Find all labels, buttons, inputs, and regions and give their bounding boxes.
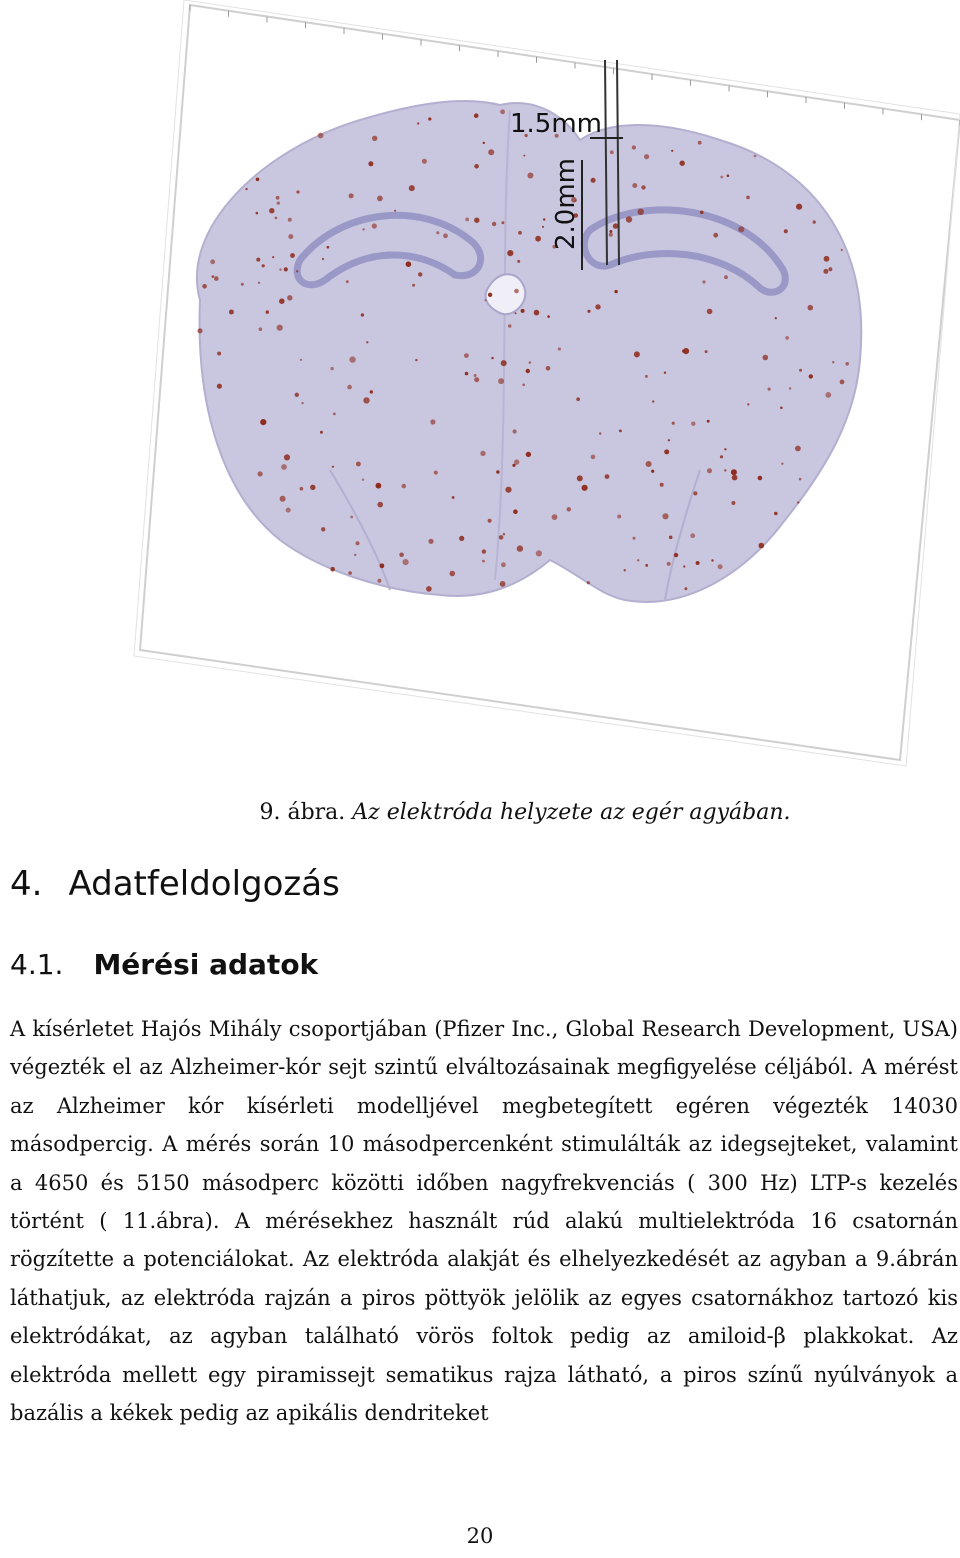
plaque-dot: [646, 461, 652, 467]
plaque-dot: [288, 234, 293, 239]
plaque-dot: [296, 190, 299, 193]
plaque-dot: [632, 183, 637, 188]
plaque-dot: [430, 419, 435, 424]
plaque-dot: [256, 212, 259, 215]
plaque-dot: [705, 350, 708, 353]
plaque-dot: [610, 150, 614, 154]
plaque-dot: [474, 377, 479, 382]
plaque-dot: [474, 113, 479, 118]
plaque-dot: [287, 295, 292, 300]
plaque-dot: [587, 581, 590, 584]
plaque-dot: [613, 223, 618, 228]
plaque-dot: [436, 231, 439, 234]
plaque-dot: [501, 562, 506, 567]
plaque-dot: [412, 284, 415, 287]
plaque-dot: [523, 155, 525, 157]
plaque-dot: [450, 571, 456, 577]
plaque-dot: [482, 549, 486, 553]
plaque-dot: [644, 154, 649, 159]
plaque-dot: [763, 355, 769, 361]
plaque-dot: [645, 375, 648, 378]
plaque-dot: [841, 249, 843, 251]
plaque-dot: [605, 474, 610, 479]
plaque-dot: [380, 563, 385, 568]
plaque-dot: [288, 218, 292, 222]
plaque-dot: [633, 537, 636, 540]
plaque-dot: [724, 448, 726, 450]
plaque-dot: [262, 264, 265, 267]
plaque-dot: [543, 218, 545, 220]
plaque-dot: [651, 470, 654, 473]
plaque-dot: [501, 360, 507, 366]
plaque-dot: [320, 431, 323, 434]
plaque-dot: [284, 454, 290, 460]
plaque-dot: [637, 559, 639, 561]
plaque-dot: [591, 178, 596, 183]
plaque-dot: [363, 228, 365, 230]
plaque-dot: [300, 487, 304, 491]
plaque-dot: [514, 289, 519, 294]
plaque-dot: [318, 133, 324, 139]
plaque-dot: [260, 419, 266, 425]
plaque-dot: [514, 459, 519, 464]
plaque-dot: [711, 559, 713, 561]
figure-caption-title: Az elektróda helyzete az egér agyában.: [352, 800, 791, 825]
plaque-dot: [217, 384, 222, 389]
plaque-dot: [394, 210, 396, 212]
plaque-dot: [428, 539, 433, 544]
plaque-dot: [212, 275, 215, 278]
plaque-dot: [784, 229, 788, 233]
plaque-dot: [346, 280, 349, 283]
plaque-dot: [731, 469, 737, 475]
plaque-dot: [402, 484, 407, 489]
plaque-dot: [669, 536, 673, 540]
plaque-dot: [279, 298, 285, 304]
plaque-dot: [363, 397, 369, 403]
plaque-dot: [718, 564, 723, 569]
plaque-dot: [465, 372, 469, 376]
plaque-dot: [269, 208, 274, 213]
plaque-dot: [459, 536, 464, 541]
plaque-dot: [361, 313, 364, 316]
plaque-dot: [508, 324, 512, 328]
plaque-dot: [266, 310, 269, 313]
plaque-dot: [529, 361, 532, 364]
plaque-dot: [295, 393, 299, 397]
body-paragraph: A kísérletet Hajós Mihály csoportjában (Pfizer Inc., Global Research Development, USA) végezték el az Alzheimer-kór sejt szintű elváltozásainak megfigyelése céljából. A mérést az Alzheimer kór kísérleti modelljével megbetegített egéren végezték 14030 másodpercig. A mérés során 10 másodpercenként stimulálták az idegsejteket, valamint a 4650 és 5150 másodperc közötti időben nagyfrekvenciás ( 300 Hz) LTP-s kezelés történt ( 11.ábra). A mérésekhez használt rúd alakú multielektróda 16 csatornán rögzítette a potenciálokat. Az elektróda alakját és elhelyezkedését az agyban a 9.ábrán láthatjuk, az elektróda rajzán a piros pöttyök jelölik az egyes csatornákhoz tartozó kis elektródákat, az agyban található vörös foltok pedig az amiloid-β plakkokat. Az elektróda mellett egy piramissejt sematikus rajza látható, a piros színű nyúlványok a bazális a kékek pedig az apikális dendriteket: [10, 1017, 958, 1426]
plaque-dot: [330, 567, 335, 572]
plaque-dot: [641, 185, 645, 189]
plaque-dot: [808, 305, 814, 311]
plaque-dot: [496, 470, 499, 473]
section-title: Adatfeldolgozás: [68, 864, 340, 904]
plaque-dot: [517, 260, 520, 263]
plaque-dot: [799, 369, 802, 372]
plaque-dot: [349, 356, 355, 362]
plaque-dot: [536, 550, 542, 556]
plaque-dot: [356, 541, 360, 545]
plaque-dot: [667, 562, 671, 566]
plaque-dot: [217, 352, 221, 356]
plaque-dot: [685, 587, 688, 590]
plaque-dot: [277, 325, 283, 331]
plaque-dot: [465, 218, 469, 222]
plaque-dot: [634, 351, 640, 357]
plaque-dot: [683, 348, 689, 354]
plaque-dot: [754, 155, 757, 158]
plaque-dot: [258, 471, 263, 476]
plaque-dot: [399, 553, 404, 558]
plaque-dot: [591, 455, 596, 460]
plaque-dot: [732, 475, 738, 481]
plaque-dot: [577, 475, 583, 481]
plaque-dot: [813, 220, 816, 223]
plaque-dot: [614, 290, 617, 293]
plaque-dot: [485, 299, 487, 301]
plaque-dot: [434, 471, 438, 475]
plaque-dot: [547, 315, 550, 318]
plaque-dot: [526, 369, 530, 373]
plaque-dot: [626, 216, 632, 222]
plaque-dot: [609, 230, 612, 233]
plaque-dot: [515, 312, 517, 314]
plaque-dot: [774, 512, 778, 516]
plaque-dot: [480, 451, 485, 456]
plaque-dot: [464, 353, 469, 358]
plaque-dot: [526, 452, 531, 457]
plaque-dot: [840, 380, 845, 385]
scale-label-vertical: 2.0mm: [551, 157, 581, 250]
plaque-dot: [542, 226, 544, 228]
plaque-dot: [354, 554, 356, 556]
plaque-dot: [417, 122, 419, 124]
plaque-dot: [795, 446, 801, 452]
brain-section-image: [80, 0, 960, 790]
plaque-dot: [587, 310, 590, 313]
plaque-dot: [210, 259, 215, 264]
plaque-dot: [377, 502, 383, 508]
plaque-dot: [567, 507, 571, 511]
plaque-dot: [214, 276, 219, 281]
plaque-dot: [356, 462, 361, 467]
plaque-dot: [507, 250, 513, 256]
plaque-dot: [546, 366, 551, 371]
brain-section-figure: [80, 0, 960, 790]
plaque-dot: [797, 501, 799, 503]
plaque-dot: [672, 422, 675, 425]
plaque-dot: [350, 516, 353, 519]
plaque-dot: [713, 233, 718, 238]
plaque-dot: [483, 142, 485, 144]
plaque-dot: [321, 527, 325, 531]
plaque-dot: [492, 222, 496, 226]
plaque-dot: [301, 402, 303, 404]
plaque-dot: [624, 569, 626, 571]
plaque-dot: [279, 269, 281, 271]
plaque-dot: [828, 267, 832, 271]
plaque-dot: [513, 429, 517, 433]
plaque-dot: [576, 397, 580, 401]
plaque-dot: [296, 270, 298, 272]
plaque-dot: [660, 483, 664, 487]
plaque-dot: [500, 109, 505, 114]
plaque-dot: [758, 476, 763, 481]
plaque-dot: [488, 519, 492, 523]
plaque-dot: [498, 378, 504, 384]
plaque-dot: [738, 226, 744, 232]
plaque-dot: [724, 469, 726, 471]
plaque-dot: [290, 253, 295, 258]
plaque-dot: [422, 159, 427, 164]
plaque-dot: [527, 173, 533, 179]
plaque-dot: [759, 543, 765, 549]
plaque-dot: [310, 485, 315, 490]
plaque-dot: [696, 561, 700, 565]
plaque-dot: [409, 185, 415, 191]
plaque-dot: [747, 403, 749, 405]
plaque-dot: [202, 284, 207, 289]
plaque-dot: [256, 258, 260, 262]
plaque-dot: [690, 533, 695, 538]
plaque-dot: [349, 193, 354, 198]
plaque-dot: [731, 501, 735, 505]
plaque-dot: [720, 176, 723, 179]
plaque-dot: [505, 487, 511, 493]
plaque-dot: [785, 336, 789, 340]
plaque-dot: [256, 178, 260, 182]
figure-caption: [0, 800, 960, 825]
plaque-dot: [845, 362, 849, 366]
plaque-dot: [452, 496, 455, 499]
plaque-dot: [662, 513, 668, 519]
plaque-dot: [632, 145, 636, 149]
plaque-dot: [727, 174, 730, 177]
plaque-dot: [595, 304, 600, 309]
plaque-dot: [558, 347, 561, 350]
plaque-dot: [229, 310, 234, 315]
plaque-dot: [488, 293, 492, 297]
plaque-dot: [720, 455, 723, 458]
plaque-dot: [552, 514, 558, 520]
section-number: 4.: [10, 864, 43, 904]
plaque-dot: [376, 483, 382, 489]
scale-label-horizontal: 1.5mm: [510, 109, 603, 139]
plaque-dot: [241, 283, 244, 286]
plaque-dot: [534, 310, 540, 316]
plaque-dot: [796, 204, 802, 210]
plaque-dot: [406, 261, 412, 267]
plaque-dot: [702, 280, 705, 283]
plaque-dot: [780, 407, 783, 410]
plaque-dot: [638, 209, 644, 215]
subsection-title: Mérési adatok: [93, 948, 319, 981]
plaque-dot: [284, 267, 288, 271]
plaque-dot: [491, 357, 493, 359]
figure-caption-label: 9. ábra.: [259, 800, 346, 825]
plaque-dot: [683, 565, 685, 567]
plaque-dot: [518, 231, 522, 235]
plaque-dot: [443, 233, 448, 238]
plaque-dot: [280, 496, 286, 502]
plaque-dot: [500, 581, 506, 587]
plaque-dot: [348, 571, 352, 575]
plaque-dot: [330, 367, 333, 370]
plaque-dot: [377, 579, 381, 583]
plaque-dot: [347, 385, 352, 390]
plaque-dot: [281, 464, 287, 470]
plaque-dot: [775, 317, 777, 319]
plaque-dot: [322, 258, 324, 260]
plaque-dot: [474, 164, 479, 169]
plaque-dot: [372, 136, 377, 141]
plaque-dot: [645, 564, 648, 567]
plaque-dot: [674, 553, 678, 557]
plaque-dot: [680, 161, 685, 166]
plaque-dot: [823, 269, 828, 274]
plaque-dot: [332, 466, 334, 468]
plaque-dot: [619, 430, 622, 433]
plaque-dot: [272, 256, 274, 258]
plaque-dot: [668, 439, 670, 441]
plaque-dot: [707, 468, 712, 473]
plaque-dot: [609, 233, 613, 237]
plaque-dot: [521, 309, 525, 313]
plaque-dot: [482, 560, 485, 563]
plaque-dot: [799, 478, 802, 481]
plaque-dot: [693, 491, 697, 495]
plaque-dot: [781, 463, 783, 465]
plaque-dot: [377, 196, 383, 202]
plaque-dot: [474, 218, 479, 223]
plaque-dot: [499, 535, 504, 540]
subsection-number: 4.1.: [10, 948, 64, 981]
plaque-dot: [428, 117, 431, 120]
plaque-dot: [824, 256, 830, 262]
plaque-dot: [403, 559, 409, 565]
plaque-dot: [362, 479, 364, 481]
subsection-heading: [10, 948, 318, 981]
plaque-dot: [503, 533, 505, 535]
plaque-dot: [327, 246, 330, 249]
plaque-dot: [517, 545, 523, 551]
plaque-dot: [372, 223, 377, 228]
plaque-dot: [300, 359, 302, 361]
plaque-dot: [698, 141, 702, 145]
plaque-dot: [415, 359, 417, 361]
plaque-dot: [746, 196, 750, 200]
plaque-dot: [258, 282, 260, 284]
plaque-dot: [488, 149, 494, 155]
plaque-dot: [700, 211, 704, 215]
plaque-dot: [418, 272, 422, 276]
plaque-dot: [368, 161, 373, 166]
page-number: 20: [466, 1524, 494, 1548]
plaque-dot: [832, 361, 834, 363]
plaque-dot: [370, 390, 373, 393]
plaque-dot: [245, 188, 247, 190]
plaque-dot: [599, 432, 601, 434]
plaque-dot: [275, 217, 278, 220]
plaque-dot: [513, 509, 518, 514]
plaque-dot: [277, 201, 280, 204]
plaque-dot: [671, 150, 673, 152]
plaque-dot: [259, 327, 263, 331]
plaque-dot: [691, 422, 695, 426]
plaque-dot: [333, 413, 336, 416]
plaque-dot: [426, 586, 432, 592]
plaque-dot: [197, 328, 202, 333]
plaque-dot: [366, 341, 368, 343]
plaque-dot: [535, 236, 541, 242]
plaque-dot: [789, 387, 791, 389]
plaque-dot: [707, 309, 713, 315]
plaque-dot: [768, 388, 771, 391]
plaque-dot: [474, 374, 477, 377]
plaque-dot: [276, 196, 280, 200]
plaque-dot: [582, 485, 588, 491]
plaque-dot: [652, 400, 654, 402]
plaque-dot: [286, 508, 291, 513]
plaque-dot: [664, 372, 666, 374]
plaque-dot: [664, 449, 669, 454]
plaque-dot: [707, 420, 710, 423]
plaque-dot: [617, 515, 621, 519]
plaque-dot: [809, 374, 813, 378]
plaque-dot: [501, 221, 504, 224]
plaque-dot: [825, 392, 831, 398]
brain-slice: [197, 101, 861, 602]
plaque-dot: [724, 275, 728, 279]
section-heading: [10, 864, 340, 904]
plaque-dot: [522, 384, 525, 387]
